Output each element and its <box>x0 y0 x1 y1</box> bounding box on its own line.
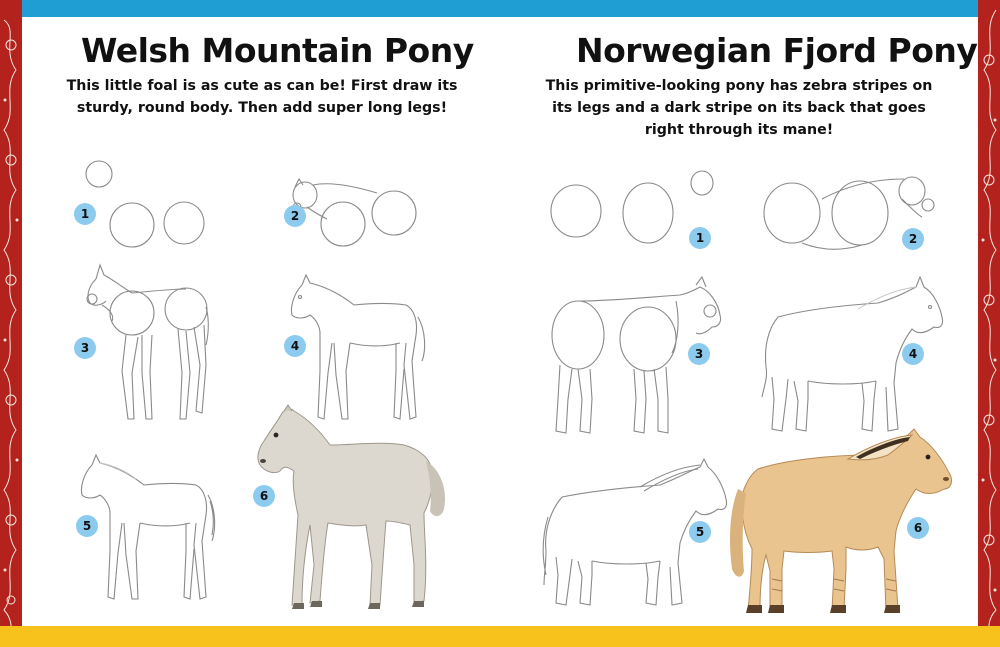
description-line: right through its mane! <box>644 122 834 138</box>
step-number-badge: 1 <box>689 227 711 249</box>
bottom-color-bar <box>0 626 1000 647</box>
step-number-badge: 4 <box>902 343 924 365</box>
step-number-badge: 6 <box>907 517 929 539</box>
step-2-sketch <box>762 169 942 269</box>
page-title: Norwegian Fjord Pony <box>576 31 978 70</box>
step-number-badge: 6 <box>253 485 275 507</box>
step-3-sketch <box>82 261 212 421</box>
welsh-mountain-pony-illustration <box>254 405 450 615</box>
bandana-border-right <box>978 0 1000 647</box>
step-number-badge: 1 <box>74 203 96 225</box>
step-number-badge: 2 <box>284 205 306 227</box>
page-description <box>42 75 482 119</box>
step-4-sketch <box>288 261 428 423</box>
description-line: its legs and a dark stripe on its back that goes <box>552 100 926 116</box>
step-number-badge: 5 <box>689 521 711 543</box>
step-number-badge: 2 <box>902 228 924 250</box>
description-line: sturdy, round body. Then add super long legs! <box>76 100 448 116</box>
page-title: Welsh Mountain Pony <box>81 31 474 70</box>
step-number-badge: 5 <box>76 515 98 537</box>
step-number-badge: 3 <box>688 343 710 365</box>
right-page <box>500 17 978 626</box>
description-line: This primitive-looking pony has zebra stripes on <box>545 78 933 94</box>
left-page <box>22 17 500 626</box>
description-line: This little foal is as cute as can be! First draw its <box>66 78 458 94</box>
page-description <box>530 75 948 141</box>
step-1-sketch <box>82 157 212 247</box>
step-2-sketch <box>287 157 422 252</box>
step-number-badge: 3 <box>74 337 96 359</box>
bandana-border-left <box>0 0 22 647</box>
step-number-badge: 4 <box>284 335 306 357</box>
step-5-sketch <box>82 441 222 601</box>
top-color-bar <box>0 0 1000 17</box>
